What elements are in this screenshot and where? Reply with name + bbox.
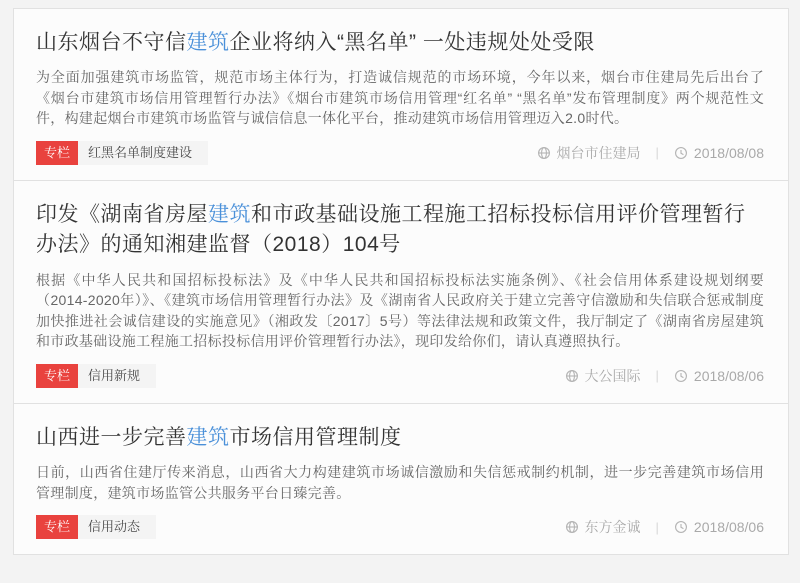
article-title[interactable] <box>36 200 764 261</box>
column-badge: 专栏 <box>36 141 78 165</box>
title-text: 和市政基础设施工程施工招标投标信用评价管理暂行办法》的通知湘建监督（2018）104号 <box>36 202 746 257</box>
clock-icon <box>674 520 688 534</box>
title-text: 市场信用管理制度 <box>229 425 402 449</box>
column-badge: 专栏 <box>36 364 78 388</box>
category-tag[interactable]: 信用新规 <box>78 364 156 388</box>
article-meta <box>537 143 764 163</box>
category-tag[interactable]: 红黑名单制度建设 <box>78 141 208 165</box>
clock-icon <box>674 369 688 383</box>
clock-icon <box>674 146 688 160</box>
source-name: 大公国际 <box>584 367 641 384</box>
meta-separator: | <box>655 145 659 161</box>
article-footer <box>36 364 764 388</box>
article-meta <box>565 517 764 537</box>
title-text: 印发《湖南省房屋 <box>36 202 208 226</box>
article-list <box>13 8 789 555</box>
meta-separator: | <box>655 519 659 535</box>
publish-date: 2018/08/08 <box>693 144 764 161</box>
globe-icon <box>565 520 579 534</box>
date-item <box>674 519 764 535</box>
article-list-item[interactable] <box>14 9 788 181</box>
source-item <box>565 366 641 386</box>
article-footer <box>36 515 764 539</box>
globe-icon <box>537 146 551 160</box>
title-keyword-highlight: 建筑 <box>208 202 251 226</box>
publish-date: 2018/08/06 <box>693 367 764 384</box>
article-title[interactable] <box>36 28 764 58</box>
article-title[interactable] <box>36 423 764 453</box>
title-text: 山东烟台不守信 <box>36 31 187 54</box>
category-tag[interactable]: 信用动态 <box>78 515 156 539</box>
article-list-item[interactable] <box>14 404 788 554</box>
title-text: 山西进一步完善 <box>36 425 187 449</box>
globe-icon <box>565 369 579 383</box>
article-excerpt: 为全面加强建筑市场监管，规范市场主体行为，打造诚信规范的市场环境，今年以来，烟台市住建局先后出台了《烟台市建筑市场信用管理暂行办法》《烟台市建筑市场信用管理“红名单” “黑名单”发布管理制度》两个规范性文件，构建起烟台市建筑市场监管与诚信信息一体化平台，推动建筑市场信用管理迈入2.0时代。 <box>36 69 764 127</box>
date-item <box>674 368 764 384</box>
meta-separator: | <box>655 368 659 384</box>
date-item <box>674 145 764 161</box>
article-meta <box>565 366 764 386</box>
column-badge: 专栏 <box>36 515 78 539</box>
article-list-item[interactable] <box>14 181 788 404</box>
article-excerpt: 日前，山西省住建厅传来消息，山西省大力构建建筑市场诚信激励和失信惩戒制约机制，进一步完善建筑市场信用管理制度，建筑市场监管公共服务平台日臻完善。 <box>36 464 764 501</box>
title-keyword-highlight: 建筑 <box>186 425 230 449</box>
title-text: 企业将纳入“黑名单” 一处违规处处受限 <box>229 31 595 54</box>
source-item <box>565 517 641 537</box>
article-footer <box>36 141 764 165</box>
source-name: 东方金诚 <box>584 519 641 536</box>
article-excerpt: 根据《中华人民共和国招标投标法》及《中华人民共和国招标投标法实施条例》、《社会信用体系建设规划纲要（2014-2020年）》、《建筑市场信用管理暂行办法》及《湖南省人民政府关于建立完善守信激励和失信联合惩戒制度加快推进社会诚信建设的实施意见》（湘政发〔2017〕5号）等法律法规和政策文件，我厅制定了《湖南省房屋建筑和市政基础设施工程施工招标投标信用评价管理暂行办法》，现印发给你们，请认真遵照执行。 <box>36 271 764 350</box>
source-name: 烟台市住建局 <box>556 144 641 161</box>
source-item <box>537 143 641 163</box>
publish-date: 2018/08/06 <box>693 519 764 536</box>
title-keyword-highlight: 建筑 <box>186 31 230 54</box>
